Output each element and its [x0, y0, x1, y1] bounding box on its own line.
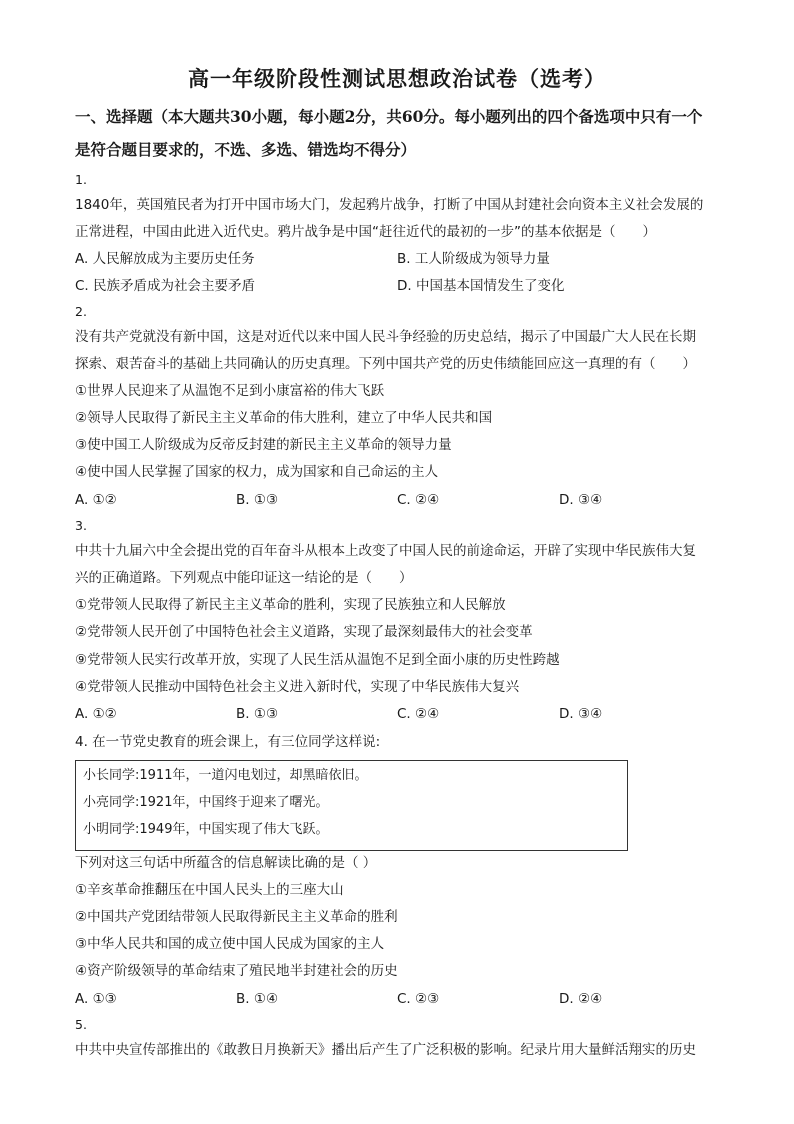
q2-statement-1: ①世界人民迎来了从温饱不足到小康富裕的伟大飞跃 — [75, 383, 385, 399]
q4-option-b[interactable]: B. ①④ — [236, 991, 279, 1007]
q4-statement-4: ④资产阶级领导的革命结束了殖民地半封建社会的历史 — [75, 963, 398, 979]
q1-stem-line2: 正常进程，中国由此进入近代史。鸦片战争是中国“赶往近代的最初的一步”的基本依据是（ ） — [75, 224, 656, 240]
section-heading-line1: 一、选择题（本大题共30小题，每小题2分，共60分。每小题列出的四个备选项中只有一个 — [75, 107, 703, 126]
q1-option-c[interactable]: C. 民族矛盾成为社会主要矛盾 — [75, 278, 256, 294]
q3-statement-2: ②党带领人民开创了中国特色社会主义道路，实现了最深刻最伟大的社会变革 — [75, 624, 533, 640]
q2-stem-line2: 探索、艰苦奋斗的基础上共同确认的历史真理。下列中国共产党的历史伟绩能回应这一真理的有（ ） — [75, 356, 696, 372]
q3-statement-4: ④党带领人民推动中国特色社会主义进入新时代，实现了中华民族伟大复兴 — [75, 679, 520, 695]
q3-number: 3. — [75, 518, 87, 533]
q4-option-d[interactable]: D. ②④ — [559, 991, 603, 1007]
q2-stem-line1: 没有共产党就没有新中国，这是对近代以来中国人民斗争经验的历史总结，揭示了中国最广大人民在长期 — [75, 329, 696, 345]
q1-number: 1. — [75, 172, 87, 187]
q2-statement-4: ④使中国人民掌握了国家的权力，成为国家和自己命运的主人 — [75, 464, 439, 480]
q1-option-a[interactable]: A. 人民解放成为主要历史任务 — [75, 251, 255, 267]
q3-statement-1: ①党带领人民取得了新民主主义革命的胜利，实现了民族独立和人民解放 — [75, 597, 506, 613]
q1-option-d[interactable]: D. 中国基本国情发生了变化 — [397, 278, 565, 294]
q3-stem-line2: 兴的正确道路。下列观点中能印证这一结论的是（ ） — [75, 570, 413, 586]
q3-option-a[interactable]: A. ①② — [75, 706, 117, 722]
q2-option-c[interactable]: C. ②④ — [397, 492, 440, 508]
q2-number: 2. — [75, 304, 87, 319]
q3-option-b[interactable]: B. ①③ — [236, 706, 279, 722]
q4-quote-2: 小亮同学:1921年，中国终于迎来了曙光。 — [83, 795, 329, 810]
q2-statement-2: ②领导人民取得了新民主主义革命的伟大胜利，建立了中华人民共和国 — [75, 410, 493, 426]
exam-title: 高一年级阶段性测试思想政治试卷（选考） — [188, 66, 606, 91]
q4-stem: 4. 在一节党史教育的班会课上，有三位同学这样说: — [75, 734, 381, 750]
q5-number: 5. — [75, 1017, 87, 1032]
q2-statement-3: ③使中国工人阶级成为反帝反封建的新民主主义革命的领导力量 — [75, 437, 452, 453]
q4-stem-line2: 下列对这三句话中所蕴含的信息解读比确的是（ ） — [75, 855, 377, 871]
q3-option-d[interactable]: D. ③④ — [559, 706, 603, 722]
q3-stem-line1: 中共十九届六中全会提出党的百年奋斗从根本上改变了中国人民的前途命运，开辟了实现中华民族伟大复 — [75, 543, 696, 559]
q1-option-b[interactable]: B. 工人阶级成为领导力量 — [397, 251, 550, 267]
q3-statement-3: ⑨党带领人民实行改革开放，实现了人民生活从温饱不足到全面小康的历史性跨越 — [75, 652, 560, 668]
section-heading-line2: 是符合题目要求的，不选、多选、错选均不得分） — [75, 140, 417, 159]
q4-option-c[interactable]: C. ②③ — [397, 991, 440, 1007]
q4-option-a[interactable]: A. ①③ — [75, 991, 117, 1007]
q4-quote-3: 小明同学:1949年，中国实现了伟大飞跃。 — [83, 822, 329, 837]
q4-quote-1: 小长同学:1911年，一道闪电划过，却黑暗依旧。 — [83, 768, 368, 783]
q4-statement-2: ②中国共产党团结带领人民取得新民主主义革命的胜利 — [75, 909, 398, 925]
q4-statement-1: ①辛亥革命推翻压在中国人民头上的三座大山 — [75, 882, 344, 898]
q2-option-d[interactable]: D. ③④ — [559, 492, 603, 508]
q5-stem-line1: 中共中央宣传部推出的《敢教日月换新天》播出后产生了广泛积极的影响。纪录片用大量鲜活翔实的历史 — [75, 1042, 696, 1058]
q1-stem-line1: 1840年，英国殖民者为打开中国市场大门，发起鸦片战争，打断了中国从封建社会向资本主义社会发展的 — [75, 197, 704, 213]
q3-option-c[interactable]: C. ②④ — [397, 706, 440, 722]
q4-statement-3: ③中华人民共和国的成立使中国人民成为国家的主人 — [75, 936, 385, 952]
q4-quote-box — [75, 760, 628, 851]
q2-option-b[interactable]: B. ①③ — [236, 492, 279, 508]
q2-option-a[interactable]: A. ①② — [75, 492, 117, 508]
